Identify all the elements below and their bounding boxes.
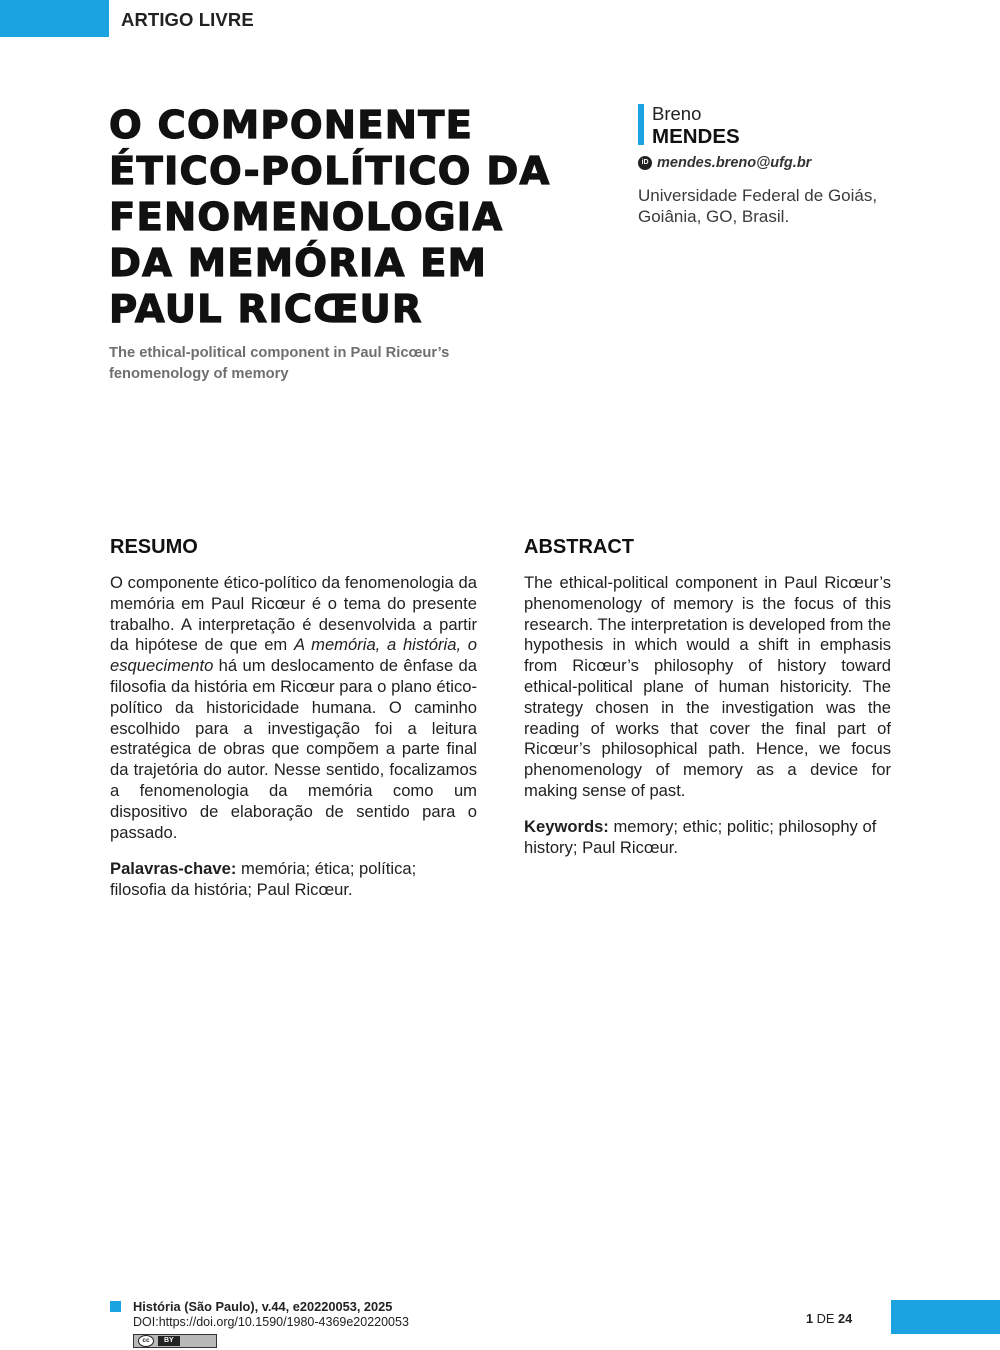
keywords-list: memória; ética; política; filosofia da história; Paul Ricœur. — [110, 859, 417, 899]
doi-link[interactable]: DOI:https://doi.org/10.1590/1980-4369e20220053 — [133, 1315, 409, 1329]
title-line: ÉTICO-POLÍTICO DA — [109, 149, 551, 194]
page-number — [806, 1311, 852, 1326]
article-subtitle: The ethical-political component in Paul Ricœur’s fenomenology of memory — [109, 345, 450, 382]
title-line: DA MEMÓRIA EM — [109, 241, 488, 286]
author-first-name: Breno — [652, 103, 702, 124]
footer-accent-square — [110, 1301, 121, 1312]
author-affiliation — [638, 185, 938, 227]
abstract-keywords — [524, 817, 891, 859]
resumo-text — [110, 573, 477, 843]
license-badge[interactable] — [133, 1334, 217, 1348]
orcid-icon[interactable]: iD — [638, 156, 652, 170]
keywords-label: Keywords: — [524, 817, 609, 836]
journal-citation: História (São Paulo), v.44, e20220053, 2025 — [133, 1299, 393, 1314]
page-current: 1 — [806, 1311, 814, 1326]
resumo-text-part: há um deslocamento de ênfase da filosofia da história em Ricœur para o plano ético-político da historicidade humana. O caminho escolhido para a investigação foi a leitura estratégica de obras que compõem a parte final da trajetória do autor. Nesse sentido, focalizamos a fenomenologia da memória como um dispositivo de elaboração de sentido para o passado. — [110, 656, 477, 842]
title-line: PAUL RICŒUR — [109, 287, 423, 332]
resumo-book-title: A memória, a história, o esquecimento — [110, 635, 477, 676]
page-separator: DE — [813, 1311, 839, 1326]
creative-commons-icon: cc — [138, 1335, 154, 1347]
resumo-keywords — [110, 859, 477, 901]
author-email[interactable]: mendes.breno@ufg.br — [657, 155, 812, 171]
resumo-heading: RESUMO — [110, 536, 198, 558]
footer-color-block — [891, 1300, 1000, 1334]
affiliation-line: Universidade Federal de Goiás, — [638, 186, 878, 205]
page-total: 24 — [838, 1311, 853, 1326]
license-label: BY — [158, 1336, 180, 1346]
section-label: ARTIGO LIVRE — [121, 9, 254, 30]
title-line: O COMPONENTE — [109, 103, 474, 148]
keywords-list: memory; ethic; politic; philosophy of history; Paul Ricœur. — [524, 817, 877, 857]
article-title — [109, 103, 549, 333]
title-line: FENOMENOLOGIA — [109, 195, 504, 240]
abstract-heading: ABSTRACT — [524, 536, 634, 558]
keywords-label: Palavras-chave: — [110, 859, 237, 878]
author-last-name: MENDES — [652, 125, 740, 148]
abstract-text: The ethical-political component in Paul Ricœur’s phenomenology of memory is the focus of this research. The interpretation is developed from the hypothesis in which would a shift in emphasis from Ricœur’s philosophy of history toward ethical-political plane of human historicity. The strategy chosen in the investigation was the reading of works that cover the final part of Ricœur’s philosophical path. Hence, we focus phenomenology of memory as a device for making sense of past. — [524, 573, 891, 800]
resumo-text-part: O componente ético-político da fenomenologia da memória em Paul Ricœur é o tema do presente trabalho. A interpretação é desenvolvida a partir da hipótese de que em — [110, 573, 477, 655]
section-color-block — [0, 0, 109, 37]
author-accent-bar — [638, 104, 644, 145]
affiliation-line: Goiânia, GO, Brasil. — [638, 207, 790, 226]
